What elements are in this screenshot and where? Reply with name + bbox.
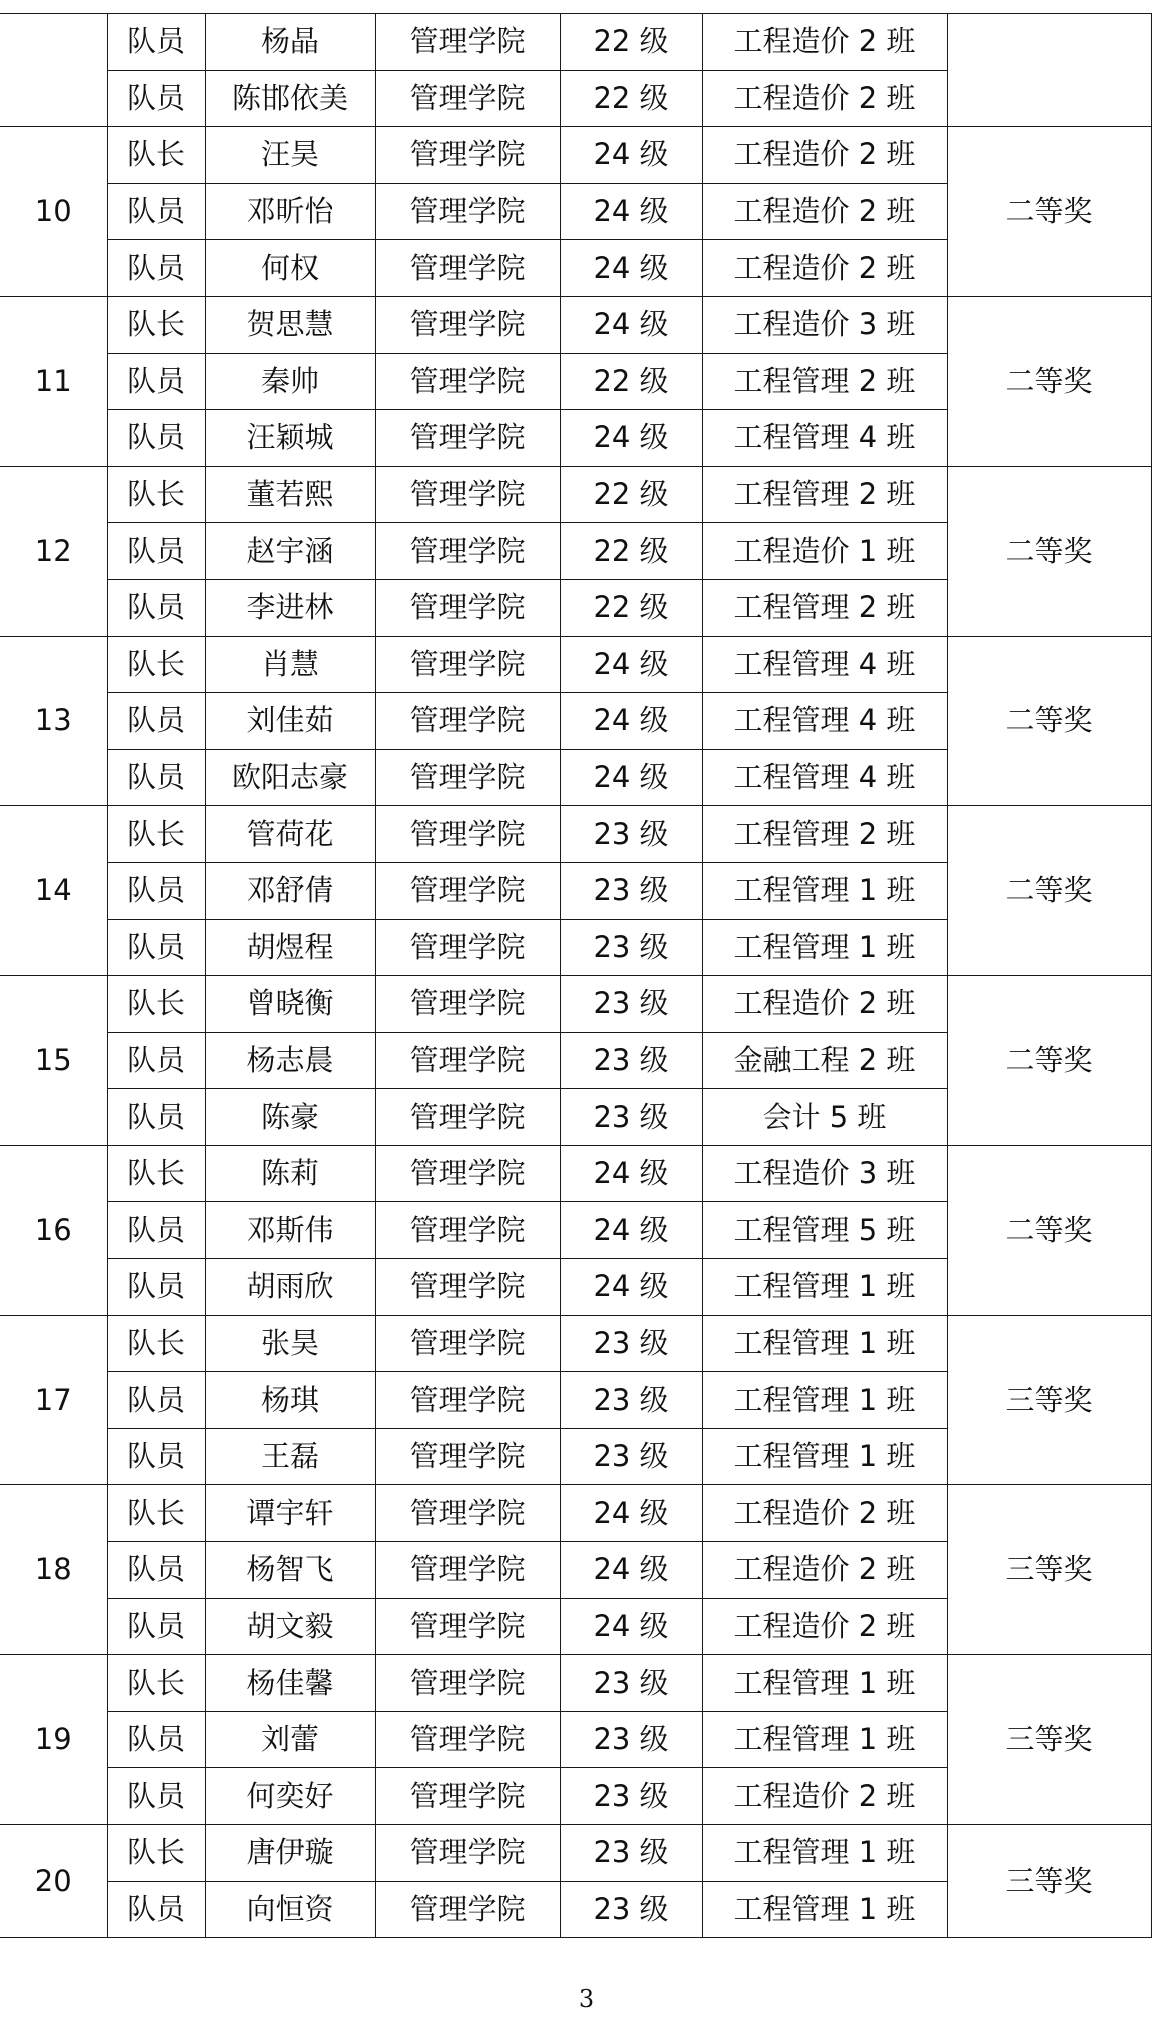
member-grade: 24 级 <box>560 693 702 750</box>
member-class: 工程管理 1 班 <box>702 1655 947 1712</box>
member-college: 管理学院 <box>375 70 560 127</box>
award-level: 二等奖 <box>947 127 1151 297</box>
member-role: 队长 <box>107 1485 205 1542</box>
member-class: 工程造价 2 班 <box>702 240 947 297</box>
team-number: 20 <box>0 1825 107 1938</box>
member-college: 管理学院 <box>375 1428 560 1485</box>
member-grade: 23 级 <box>560 1711 702 1768</box>
member-grade: 24 级 <box>560 1259 702 1316</box>
member-name: 胡雨欣 <box>205 1259 375 1316</box>
team-number: 15 <box>0 976 107 1146</box>
member-name: 管荷花 <box>205 806 375 863</box>
member-college: 管理学院 <box>375 410 560 467</box>
team-number-cell <box>0 14 107 127</box>
member-grade: 24 级 <box>560 410 702 467</box>
member-college: 管理学院 <box>375 636 560 693</box>
member-class: 工程造价 2 班 <box>702 1542 947 1599</box>
member-grade: 23 级 <box>560 1768 702 1825</box>
member-class: 工程管理 4 班 <box>702 749 947 806</box>
member-college: 管理学院 <box>375 1315 560 1372</box>
member-class: 金融工程 2 班 <box>702 1032 947 1089</box>
member-name: 赵宇涵 <box>205 523 375 580</box>
member-grade: 22 级 <box>560 523 702 580</box>
member-college: 管理学院 <box>375 1768 560 1825</box>
award-level: 二等奖 <box>947 466 1151 636</box>
member-role: 队长 <box>107 1655 205 1712</box>
team-number: 12 <box>0 466 107 636</box>
member-name: 秦帅 <box>205 353 375 410</box>
member-class: 工程管理 2 班 <box>702 353 947 410</box>
member-class: 工程管理 2 班 <box>702 466 947 523</box>
member-college: 管理学院 <box>375 1372 560 1429</box>
member-name: 谭宇轩 <box>205 1485 375 1542</box>
member-class: 工程管理 1 班 <box>702 1315 947 1372</box>
member-grade: 24 级 <box>560 749 702 806</box>
member-class: 工程造价 1 班 <box>702 523 947 580</box>
member-college: 管理学院 <box>375 1598 560 1655</box>
member-college: 管理学院 <box>375 806 560 863</box>
member-grade: 24 级 <box>560 1145 702 1202</box>
award-table-body <box>0 14 1151 1938</box>
member-role: 队员 <box>107 1542 205 1599</box>
member-role: 队长 <box>107 806 205 863</box>
member-college: 管理学院 <box>375 1881 560 1938</box>
member-grade: 23 级 <box>560 1089 702 1146</box>
member-role: 队长 <box>107 127 205 184</box>
team-number: 18 <box>0 1485 107 1655</box>
member-name: 杨志晨 <box>205 1032 375 1089</box>
member-grade: 23 级 <box>560 806 702 863</box>
member-name: 李进林 <box>205 579 375 636</box>
member-name: 张昊 <box>205 1315 375 1372</box>
member-name: 杨智飞 <box>205 1542 375 1599</box>
member-role: 队长 <box>107 1315 205 1372</box>
member-name: 邓斯伟 <box>205 1202 375 1259</box>
member-class: 工程管理 1 班 <box>702 1372 947 1429</box>
member-college: 管理学院 <box>375 693 560 750</box>
member-grade: 22 级 <box>560 14 702 71</box>
member-grade: 23 级 <box>560 1428 702 1485</box>
member-role: 队长 <box>107 296 205 353</box>
member-name: 汪昊 <box>205 127 375 184</box>
member-grade: 24 级 <box>560 240 702 297</box>
member-college: 管理学院 <box>375 862 560 919</box>
member-class: 工程管理 2 班 <box>702 806 947 863</box>
member-grade: 22 级 <box>560 466 702 523</box>
member-name: 董若熙 <box>205 466 375 523</box>
member-name: 曾晓衡 <box>205 976 375 1033</box>
member-grade: 24 级 <box>560 296 702 353</box>
award-level: 二等奖 <box>947 296 1151 466</box>
member-college: 管理学院 <box>375 1202 560 1259</box>
member-class: 工程造价 3 班 <box>702 1145 947 1202</box>
member-college: 管理学院 <box>375 1542 560 1599</box>
member-name: 汪颖城 <box>205 410 375 467</box>
member-class: 工程管理 1 班 <box>702 1259 947 1316</box>
member-name: 贺思慧 <box>205 296 375 353</box>
member-college: 管理学院 <box>375 14 560 71</box>
team-number: 16 <box>0 1145 107 1315</box>
member-college: 管理学院 <box>375 1655 560 1712</box>
member-class: 工程管理 2 班 <box>702 579 947 636</box>
member-class: 工程管理 1 班 <box>702 1711 947 1768</box>
member-role: 队员 <box>107 579 205 636</box>
member-role: 队员 <box>107 183 205 240</box>
award-cell <box>947 14 1151 127</box>
member-college: 管理学院 <box>375 1145 560 1202</box>
member-college: 管理学院 <box>375 1089 560 1146</box>
member-name: 何奕好 <box>205 1768 375 1825</box>
team-number: 10 <box>0 127 107 297</box>
member-grade: 23 级 <box>560 1655 702 1712</box>
page-number: 3 <box>578 1985 595 2013</box>
member-grade: 23 级 <box>560 1315 702 1372</box>
member-role: 队员 <box>107 14 205 71</box>
member-role: 队员 <box>107 1881 205 1938</box>
award-level: 三等奖 <box>947 1825 1151 1938</box>
member-role: 队长 <box>107 1145 205 1202</box>
member-class: 工程管理 1 班 <box>702 1428 947 1485</box>
table-row <box>0 1145 1151 1202</box>
member-class: 工程管理 1 班 <box>702 862 947 919</box>
member-role: 队员 <box>107 523 205 580</box>
member-name: 王磊 <box>205 1428 375 1485</box>
member-college: 管理学院 <box>375 353 560 410</box>
member-grade: 23 级 <box>560 976 702 1033</box>
award-level: 二等奖 <box>947 1145 1151 1315</box>
member-role: 队员 <box>107 1089 205 1146</box>
member-grade: 23 级 <box>560 1825 702 1882</box>
award-level: 二等奖 <box>947 636 1151 806</box>
table-row <box>0 1655 1151 1712</box>
member-name: 刘佳茹 <box>205 693 375 750</box>
member-grade: 23 级 <box>560 919 702 976</box>
member-class: 工程造价 2 班 <box>702 1768 947 1825</box>
member-class: 工程造价 3 班 <box>702 296 947 353</box>
member-class: 工程造价 2 班 <box>702 183 947 240</box>
member-role: 队员 <box>107 410 205 467</box>
member-class: 工程造价 2 班 <box>702 976 947 1033</box>
member-role: 队长 <box>107 1825 205 1882</box>
table-row <box>0 466 1151 523</box>
member-class: 工程管理 1 班 <box>702 1825 947 1882</box>
table-row <box>0 127 1151 184</box>
member-college: 管理学院 <box>375 1259 560 1316</box>
member-role: 队员 <box>107 693 205 750</box>
member-role: 队长 <box>107 466 205 523</box>
table-row <box>0 14 1151 71</box>
member-role: 队员 <box>107 1259 205 1316</box>
member-class: 工程管理 4 班 <box>702 410 947 467</box>
member-role: 队长 <box>107 636 205 693</box>
member-class: 工程造价 2 班 <box>702 70 947 127</box>
member-college: 管理学院 <box>375 296 560 353</box>
member-role: 队员 <box>107 1428 205 1485</box>
team-number: 17 <box>0 1315 107 1485</box>
member-class: 工程管理 4 班 <box>702 693 947 750</box>
member-class: 工程管理 4 班 <box>702 636 947 693</box>
member-grade: 23 级 <box>560 1881 702 1938</box>
member-college: 管理学院 <box>375 579 560 636</box>
member-college: 管理学院 <box>375 183 560 240</box>
member-role: 队员 <box>107 749 205 806</box>
member-name: 陈豪 <box>205 1089 375 1146</box>
member-role: 队员 <box>107 353 205 410</box>
award-level: 三等奖 <box>947 1315 1151 1485</box>
member-role: 队员 <box>107 862 205 919</box>
member-name: 唐伊璇 <box>205 1825 375 1882</box>
table-row <box>0 806 1151 863</box>
member-role: 队员 <box>107 1372 205 1429</box>
member-name: 陈邯依美 <box>205 70 375 127</box>
member-grade: 24 级 <box>560 127 702 184</box>
member-college: 管理学院 <box>375 749 560 806</box>
award-level: 二等奖 <box>947 976 1151 1146</box>
member-role: 队员 <box>107 1711 205 1768</box>
member-role: 队员 <box>107 240 205 297</box>
member-name: 杨佳馨 <box>205 1655 375 1712</box>
table-row <box>0 1315 1151 1372</box>
team-number: 14 <box>0 806 107 976</box>
member-college: 管理学院 <box>375 1485 560 1542</box>
member-grade: 24 级 <box>560 183 702 240</box>
member-college: 管理学院 <box>375 919 560 976</box>
member-grade: 23 级 <box>560 1372 702 1429</box>
member-name: 向恒资 <box>205 1881 375 1938</box>
member-name: 胡文毅 <box>205 1598 375 1655</box>
award-level: 三等奖 <box>947 1485 1151 1655</box>
member-role: 队员 <box>107 1768 205 1825</box>
team-number: 19 <box>0 1655 107 1825</box>
member-class: 工程管理 5 班 <box>702 1202 947 1259</box>
member-class: 工程造价 2 班 <box>702 1485 947 1542</box>
member-role: 队员 <box>107 1032 205 1089</box>
member-grade: 22 级 <box>560 70 702 127</box>
member-role: 队长 <box>107 976 205 1033</box>
award-level: 三等奖 <box>947 1655 1151 1825</box>
member-role: 队员 <box>107 919 205 976</box>
member-college: 管理学院 <box>375 466 560 523</box>
member-role: 队员 <box>107 1202 205 1259</box>
member-college: 管理学院 <box>375 1825 560 1882</box>
table-row <box>0 1485 1151 1542</box>
team-number: 11 <box>0 296 107 466</box>
member-grade: 23 级 <box>560 1032 702 1089</box>
member-class: 工程造价 2 班 <box>702 127 947 184</box>
member-name: 欧阳志豪 <box>205 749 375 806</box>
member-college: 管理学院 <box>375 240 560 297</box>
member-name: 陈莉 <box>205 1145 375 1202</box>
member-college: 管理学院 <box>375 523 560 580</box>
member-grade: 22 级 <box>560 579 702 636</box>
member-grade: 24 级 <box>560 636 702 693</box>
member-grade: 24 级 <box>560 1485 702 1542</box>
member-college: 管理学院 <box>375 1711 560 1768</box>
team-number: 13 <box>0 636 107 806</box>
member-class: 工程管理 1 班 <box>702 919 947 976</box>
member-name: 邓昕怡 <box>205 183 375 240</box>
member-class: 工程造价 2 班 <box>702 1598 947 1655</box>
table-row <box>0 296 1151 353</box>
table-row <box>0 636 1151 693</box>
member-college: 管理学院 <box>375 976 560 1033</box>
member-name: 刘蕾 <box>205 1711 375 1768</box>
member-class: 会计 5 班 <box>702 1089 947 1146</box>
member-grade: 24 级 <box>560 1202 702 1259</box>
member-role: 队员 <box>107 70 205 127</box>
member-college: 管理学院 <box>375 1032 560 1089</box>
table-row <box>0 1825 1151 1882</box>
member-name: 肖慧 <box>205 636 375 693</box>
award-table <box>0 13 1152 1938</box>
member-name: 胡煜程 <box>205 919 375 976</box>
table-row <box>0 976 1151 1033</box>
member-name: 杨晶 <box>205 14 375 71</box>
member-class: 工程造价 2 班 <box>702 14 947 71</box>
member-name: 邓舒倩 <box>205 862 375 919</box>
member-grade: 24 级 <box>560 1598 702 1655</box>
member-grade: 24 级 <box>560 1542 702 1599</box>
member-grade: 23 级 <box>560 862 702 919</box>
member-class: 工程管理 1 班 <box>702 1881 947 1938</box>
award-level: 二等奖 <box>947 806 1151 976</box>
member-name: 何权 <box>205 240 375 297</box>
member-role: 队员 <box>107 1598 205 1655</box>
member-college: 管理学院 <box>375 127 560 184</box>
member-grade: 22 级 <box>560 353 702 410</box>
member-name: 杨琪 <box>205 1372 375 1429</box>
